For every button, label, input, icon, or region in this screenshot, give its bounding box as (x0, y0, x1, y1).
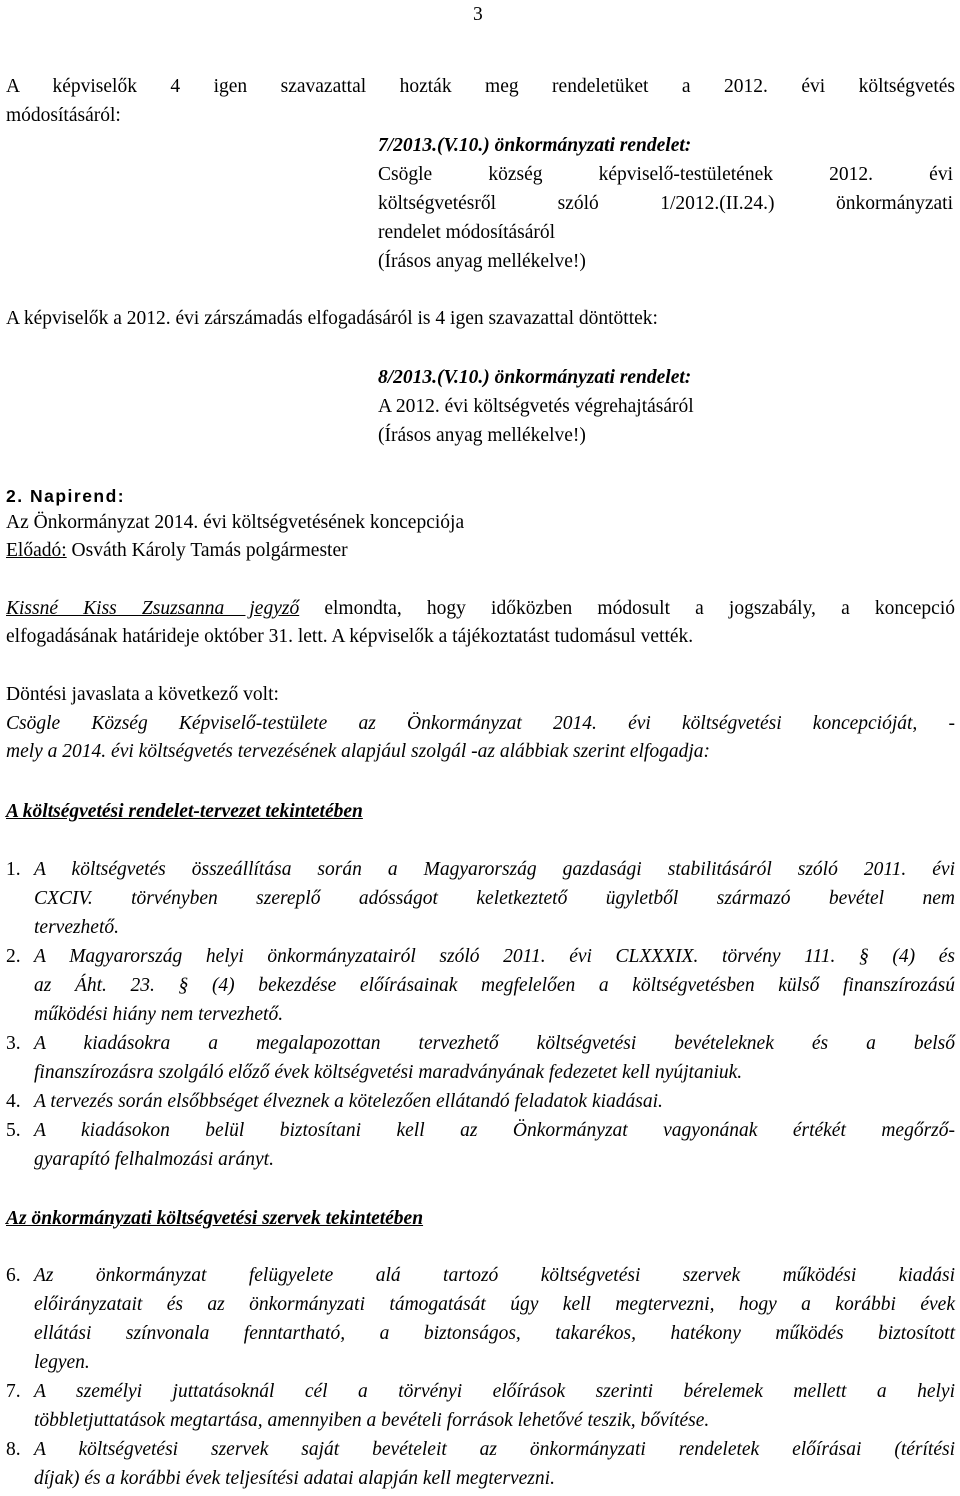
list-item (6, 945, 955, 1032)
item-text (34, 1380, 955, 1438)
section1-heading: A költségvetési rendelet-tervezet tekintetében (6, 801, 363, 822)
report-line1-rest: elmondta, hogy időközben módosult a jogszabály, a koncepció (299, 598, 955, 619)
rendelet1-line1: Csögle község képviselő-testületének 2012. évi (378, 164, 953, 185)
item-text (34, 1090, 955, 1119)
rendelet2-title: 8/2013.(V.10.) önkormányzati rendelet: (378, 367, 692, 388)
item-number: 1. (6, 859, 21, 880)
proposal-intro: Döntési javaslata a következő volt: (6, 684, 279, 705)
report-speaker: Kissné Kiss Zsuzsanna jegyző (6, 598, 300, 619)
item-line: Az önkormányzat felügyelete alá tartozó költségvetési szervek működési kiadási (34, 1265, 955, 1286)
item-text (34, 945, 955, 1032)
item-number: 5. (6, 1120, 21, 1141)
item-line: A személyi juttatásoknál cél a törvényi előírások szerinti bérelemek mellett a helyi (34, 1381, 955, 1402)
item-line: A tervezés során elsőbbséget élveznek a kötelezően ellátandó feladatok kiadásai. (34, 1091, 663, 1112)
item-line: A költségvetési szervek saját bevételeit az önkormányzati rendeletek előírásai (térítési (34, 1439, 955, 1460)
rendelet1-line2: költségvetésről szóló 1/2012.(II.24.) önkormányzati (378, 193, 953, 214)
rendelet1-line4: (Írásos anyag mellékelve!) (378, 251, 586, 272)
item-line: A kiadásokra a megalapozottan tervezhető költségvetési bevételeknek és a belső (34, 1033, 955, 1054)
item-number: 3. (6, 1033, 21, 1054)
list-item (6, 1119, 955, 1177)
item-line: gyarapító felhalmozási arányt. (34, 1149, 274, 1170)
page-number: 3 (473, 4, 483, 25)
item-line: működési hiány nem tervezhető. (34, 1004, 284, 1025)
list-item (6, 858, 955, 945)
item-line: tervezhető. (34, 917, 120, 938)
item-line: díjak) és a korábbi évek teljesítési adatai alapján kell megtervezni. (34, 1468, 555, 1489)
vote1-line2: módosításáról: (6, 105, 121, 126)
item-line: A Magyarország helyi önkormányzatairól szóló 2011. évi CLXXXIX. törvény 111. § (4) és (34, 946, 955, 967)
section2-heading: Az önkormányzati költségvetési szervek tekintetében (6, 1208, 424, 1229)
item-line: A költségvetés összeállítása során a Magyarország gazdasági stabilitásáról szóló 2011. évi (34, 859, 955, 880)
item-text (34, 1264, 955, 1380)
item-number: 8. (6, 1439, 21, 1460)
rendelet2-line1: A 2012. évi költségvetés végrehajtásáról (378, 396, 694, 417)
item-text (34, 1119, 955, 1177)
item-number: 6. (6, 1265, 21, 1286)
item-text (34, 1032, 955, 1090)
rendelet2-line2: (Írásos anyag mellékelve!) (378, 425, 586, 446)
presenter-name: Osváth Károly Tamás polgármester (66, 540, 348, 561)
list-item (6, 1032, 955, 1090)
item-line: legyen. (34, 1352, 90, 1373)
item-number: 2. (6, 946, 21, 967)
proposal-line2: mely a 2014. évi költségvetés tervezésének alapjául szolgál -az alábbiak szerint elfogadja: (6, 741, 711, 762)
napirend-presenter (6, 539, 348, 563)
item-number: 4. (6, 1091, 21, 1112)
proposal-line1: Csögle Község Képviselő-testülete az Önkormányzat 2014. évi költségvetési koncepcióját, - (6, 713, 955, 734)
list-item (6, 1264, 955, 1380)
list-item (6, 1090, 955, 1119)
item-text (34, 1438, 955, 1496)
item-line: CXCIV. törvényben szereplő adósságot keletkeztető ügyletből származó bevétel nem (34, 888, 955, 909)
vote2-text: A képviselők a 2012. évi zárszámadás elfogadásáról is 4 igen szavazattal döntöttek: (6, 308, 658, 329)
vote1-line1: A képviselők 4 igen szavazattal hozták meg rendeletüket a 2012. évi költségvetés (6, 76, 955, 97)
item-line: többletjuttatások megtartása, amennyiben a bevételi források lehetővé teszik, bővítése. (34, 1410, 710, 1431)
rendelet1-line3: rendelet módosításáról (378, 222, 556, 243)
napirend-heading: 2. Napirend: (6, 486, 126, 506)
rendelet1-title: 7/2013.(V.10.) önkormányzati rendelet: (378, 135, 692, 156)
item-line: előirányzatait és az önkormányzati támogatását úgy kell megtervezni, hogy a korábbi évek (34, 1294, 955, 1315)
item-line: finanszírozásra szolgáló előző évek költségvetési maradványának fedezetet kell nyújtaniuk. (34, 1062, 743, 1083)
presenter-label: Előadó: (6, 540, 67, 561)
item-line: az Áht. 23. § (4) bekezdése előírásainak megfelelően a költségvetésben külső finanszírozású (34, 975, 955, 996)
item-line: ellátási színvonala fenntartható, a biztonságos, takarékos, hatékony működés biztosított (34, 1323, 955, 1344)
napirend-topic: Az Önkormányzat 2014. évi költségvetésének koncepciója (6, 512, 465, 533)
item-text (34, 858, 955, 945)
item-number: 7. (6, 1381, 21, 1402)
item-line: A kiadásokon belül biztosítani kell az Önkormányzat vagyonának értékét megőrző- (34, 1120, 955, 1141)
list-item (6, 1380, 955, 1438)
report-line1 (6, 597, 955, 621)
report-line2: elfogadásának határideje október 31. lett. A képviselők a tájékoztatást tudomásul vették. (6, 626, 694, 647)
list-item (6, 1438, 955, 1496)
